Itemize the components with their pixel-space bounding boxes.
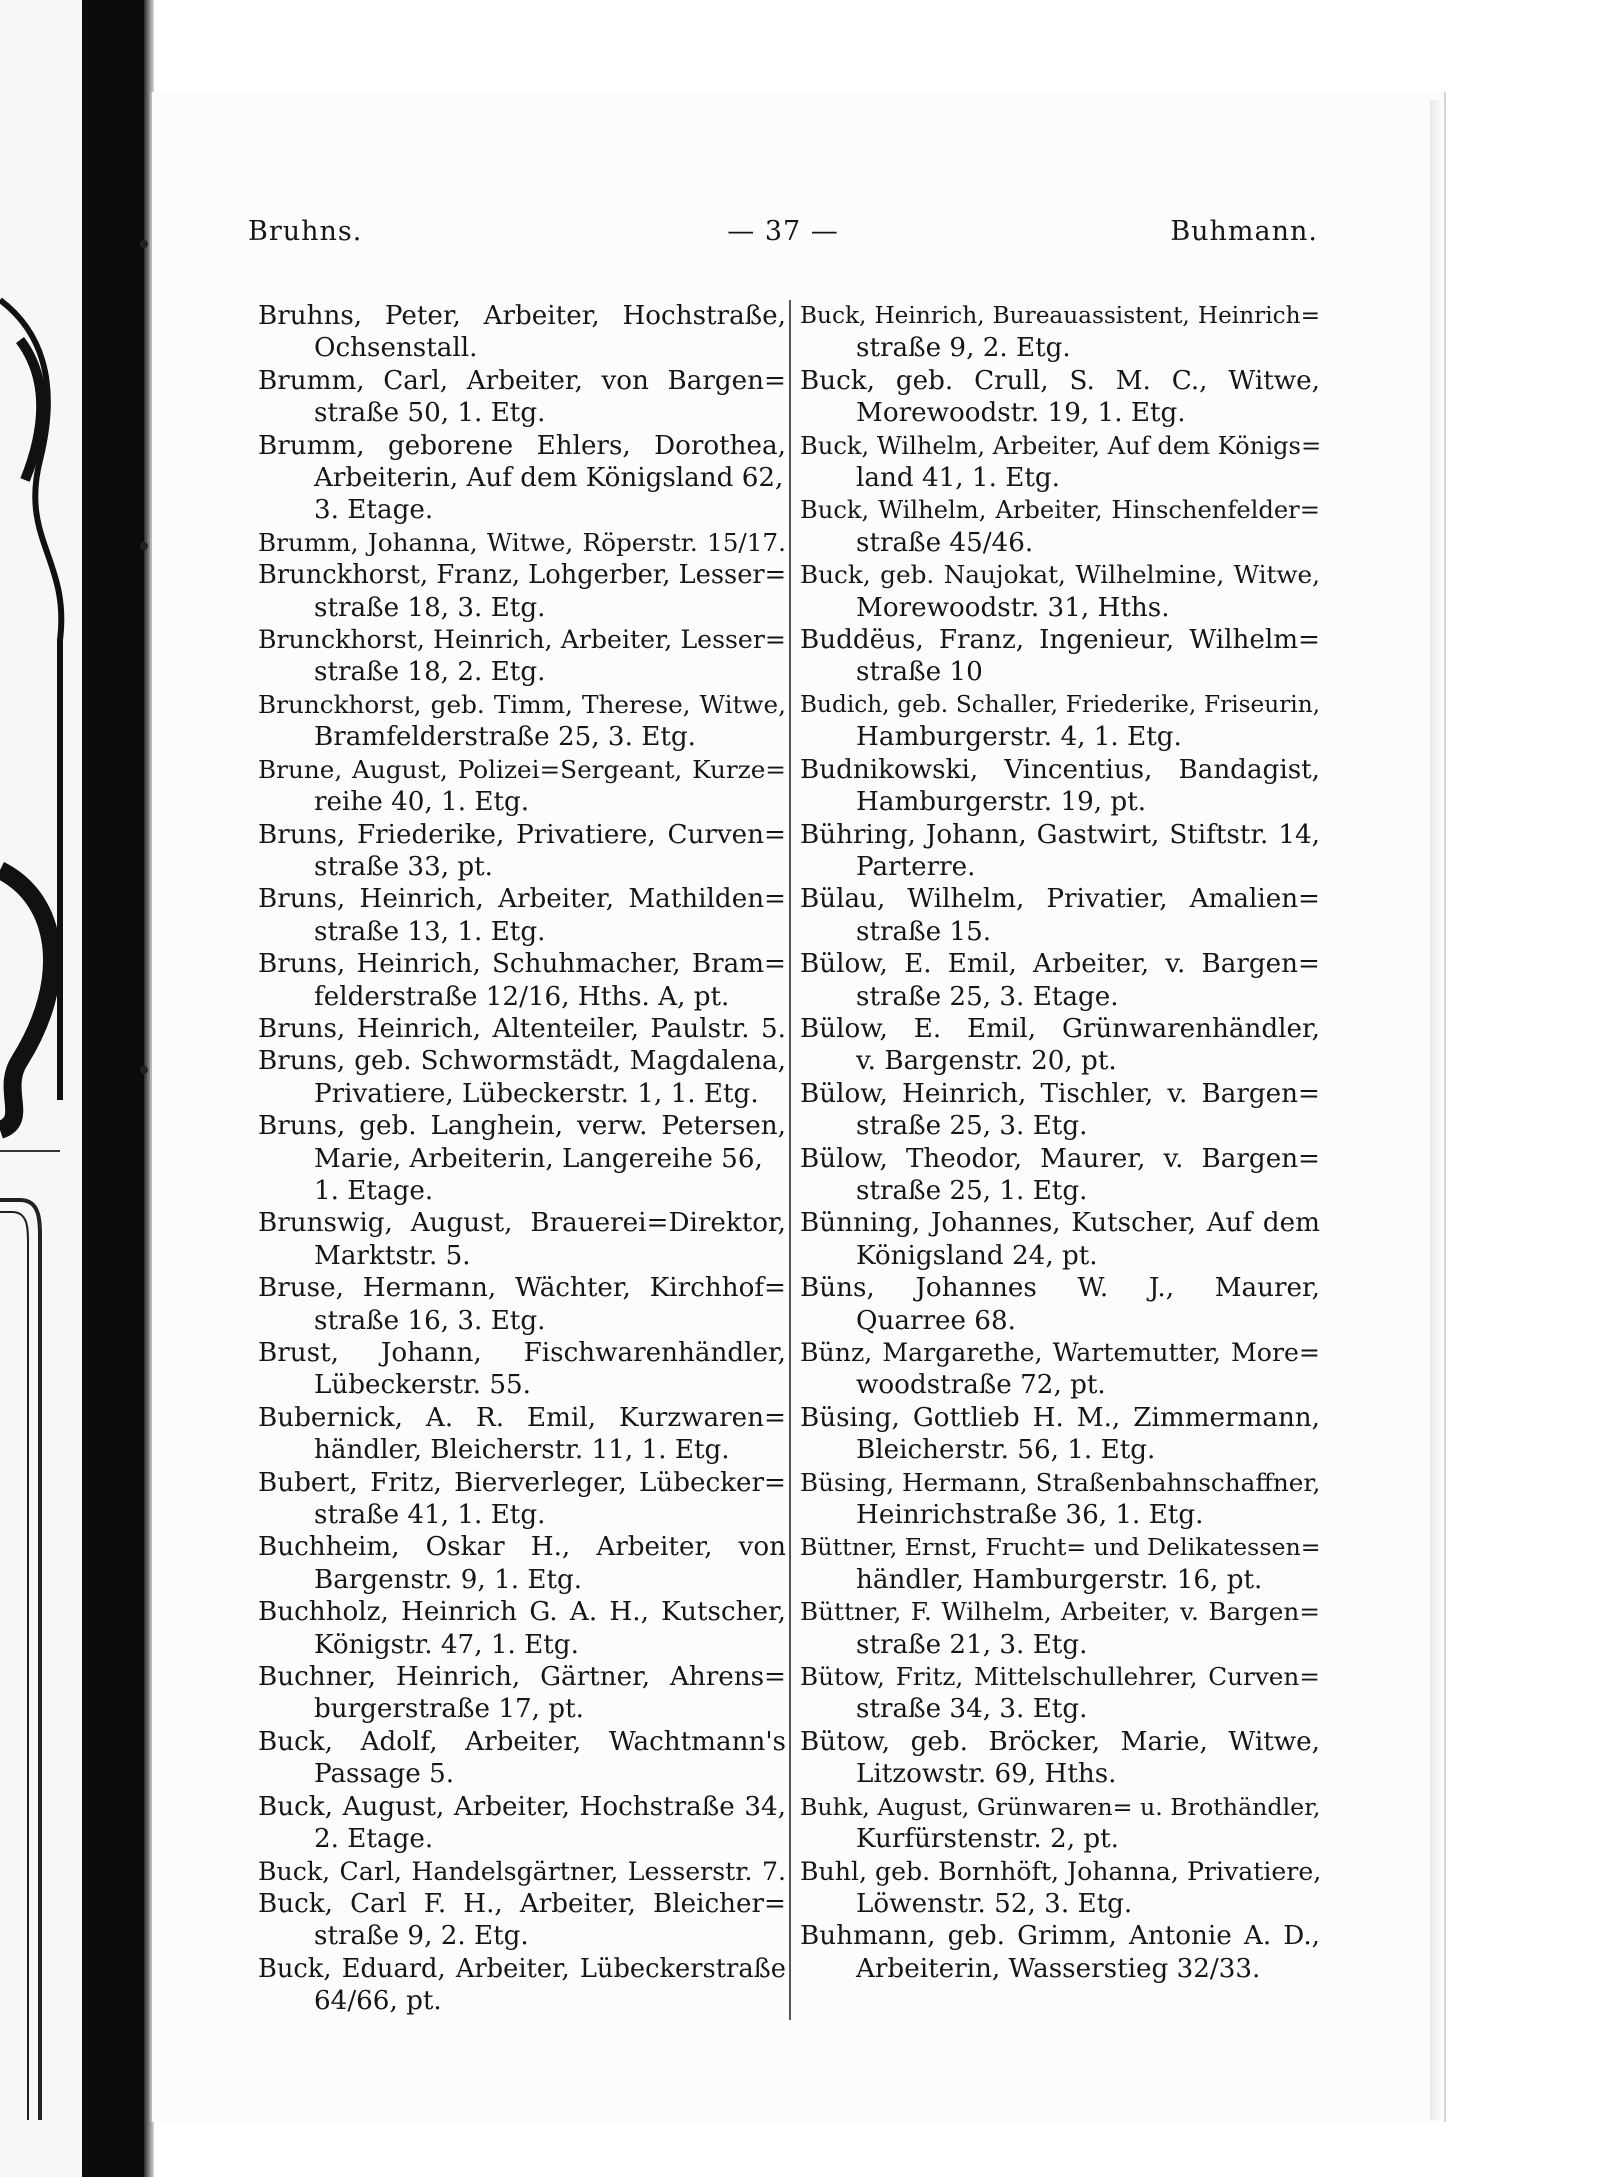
entry-first-line: Bülau, Wilhelm, Privatier, Amalien= — [800, 884, 1320, 915]
entry-first-line: Buchheim, Oskar H., Arbeiter, von — [258, 1532, 786, 1563]
margin-tick — [140, 240, 148, 248]
entry-continuation-line: straße 25, 3. Etg. — [856, 1111, 1088, 1142]
entry-first-line: Buck, Eduard, Arbeiter, Lübeckerstraße — [258, 1953, 786, 1984]
entry-continuation-line: Königstr. 47, 1. Etg. — [314, 1629, 579, 1660]
entry-first-line: Budnikowski, Vincentius, Bandagist, — [800, 754, 1320, 785]
directory-entry — [258, 883, 786, 948]
directory-entry — [800, 624, 1320, 689]
directory-entry — [258, 819, 786, 884]
directory-entry — [800, 1272, 1320, 1337]
entry-continuation-line: Arbeiterin, Auf dem Königsland 62, — [314, 463, 784, 494]
entry-continuation-line: Marktstr. 5. — [314, 1240, 471, 1271]
directory-entry — [800, 1791, 1320, 1856]
entry-first-line: Buhl, geb. Bornhöft, Johanna, Privatiere, — [800, 1856, 1322, 1886]
entry-continuation-line: 64/66, pt. — [314, 1986, 442, 2017]
entry-first-line: Brumm, geborene Ehlers, Dorothea, — [258, 430, 786, 461]
directory-entry — [258, 1013, 786, 1045]
directory-entry — [258, 1531, 786, 1596]
entry-continuation-line: Heinrichstraße 36, 1. Etg. — [856, 1500, 1204, 1531]
entry-continuation-line: Lübeckerstr. 55. — [314, 1370, 531, 1401]
entry-continuation-line: 2. Etage. — [314, 1824, 434, 1855]
entry-first-line: Bruns, Friederike, Privatiere, Curven= — [258, 819, 786, 850]
directory-entry — [258, 527, 786, 559]
page-edge — [1430, 100, 1444, 2120]
entry-first-line: Bubert, Fritz, Bierverleger, Lübecker= — [258, 1467, 786, 1498]
margin-tick — [140, 1066, 148, 1074]
entry-continuation-line: Arbeiterin, Wasserstieg 32/33. — [856, 1953, 1261, 1984]
directory-entry — [800, 689, 1320, 754]
directory-entry — [800, 1726, 1320, 1791]
entry-first-line: Buck, geb. Crull, S. M. C., Witwe, — [800, 365, 1320, 396]
entry-first-line: Buchholz, Heinrich G. A. H., Kutscher, — [258, 1597, 786, 1628]
entry-first-line: Brust, Johann, Fischwarenhändler, — [258, 1338, 786, 1368]
entry-continuation-line: woodstraße 72, pt. — [856, 1370, 1106, 1401]
directory-entry — [258, 1856, 786, 1888]
directory-entry — [258, 1402, 786, 1467]
binding-gutter — [82, 0, 152, 2177]
entry-continuation-line: v. Bargenstr. 20, pt. — [856, 1046, 1117, 1077]
entry-continuation-line: straße 41, 1. Etg. — [314, 1500, 546, 1531]
directory-entry — [800, 754, 1320, 819]
directory-entry — [800, 1661, 1320, 1726]
entry-first-line: Bülow, Theodor, Maurer, v. Bargen= — [800, 1143, 1320, 1174]
entry-first-line: Brunckhorst, Franz, Lohgerber, Lesser= — [258, 560, 787, 591]
entry-continuation-line: Königsland 24, pt. — [856, 1240, 1098, 1271]
entry-first-line: Bruns, Heinrich, Altenteiler, Paulstr. 5. — [258, 1013, 786, 1044]
entry-first-line: Bünz, Margarethe, Wartemutter, More= — [800, 1338, 1320, 1367]
directory-entry — [258, 1045, 786, 1110]
entry-continuation-line: straße 18, 3. Etg. — [314, 592, 546, 623]
directory-entry — [258, 1888, 786, 1953]
directory-entry — [800, 1596, 1320, 1661]
directory-entry — [258, 430, 786, 527]
entry-continuation-line: straße 9, 2. Etg. — [314, 1921, 529, 1952]
entry-first-line: Buck, Wilhelm, Arbeiter, Auf dem Königs= — [800, 431, 1322, 460]
entry-continuation-line: straße 21, 3. Etg. — [856, 1629, 1088, 1660]
entry-continuation-line: straße 25, 1. Etg. — [856, 1175, 1088, 1206]
entry-continuation-line: Ochsenstall. — [314, 333, 478, 364]
directory-entry — [800, 819, 1320, 884]
entry-continuation-line: straße 25, 3. Etage. — [856, 981, 1119, 1012]
directory-entry — [800, 365, 1320, 430]
entry-continuation-line: 3. Etage. — [314, 495, 434, 526]
entry-first-line: Bülow, Heinrich, Tischler, v. Bargen= — [800, 1078, 1320, 1109]
entry-continuation-line: Bleicherstr. 56, 1. Etg. — [856, 1435, 1156, 1466]
directory-entry — [258, 559, 786, 624]
entry-continuation-line: 1. Etage. — [314, 1175, 434, 1206]
entry-first-line: Buchner, Heinrich, Gärtner, Ahrens= — [258, 1662, 786, 1693]
entry-continuation-line: händler, Hamburgerstr. 16, pt. — [856, 1564, 1263, 1595]
entry-first-line: Brunckhorst, geb. Timm, Therese, Witwe, — [258, 689, 786, 719]
directory-column-right — [800, 300, 1320, 1985]
directory-entry — [800, 559, 1320, 624]
directory-entry — [258, 1596, 786, 1661]
entry-continuation-line: händler, Bleicherstr. 11, 1. Etg. — [314, 1435, 730, 1466]
page-number: — 37 — — [727, 216, 839, 247]
entry-continuation-line: Quarree 68. — [856, 1305, 1016, 1336]
directory-entry — [800, 1856, 1320, 1921]
entry-first-line: Buck, Adolf, Arbeiter, Wachtmann's — [258, 1726, 786, 1757]
entry-first-line: Bruns, Heinrich, Schuhmacher, Bram= — [258, 949, 786, 980]
entry-first-line: Bruns, Heinrich, Arbeiter, Mathilden= — [258, 884, 786, 915]
entry-continuation-line: straße 16, 3. Etg. — [314, 1305, 546, 1336]
entry-continuation-line: straße 33, pt. — [314, 851, 493, 882]
directory-entry — [258, 1791, 786, 1856]
entry-continuation-line: Morewoodstr. 19, 1. Etg. — [856, 398, 1186, 429]
directory-entry — [800, 1207, 1320, 1272]
entry-first-line: Büttner, F. Wilhelm, Arbeiter, v. Bargen= — [800, 1597, 1320, 1627]
directory-entry — [800, 1467, 1320, 1532]
entry-first-line: Buddëus, Franz, Ingenieur, Wilhelm= — [800, 625, 1320, 656]
entry-continuation-line: straße 10 — [856, 657, 983, 688]
entry-continuation-line: Kurfürstenstr. 2, pt. — [856, 1824, 1119, 1855]
margin-rule — [0, 1150, 60, 1152]
entry-continuation-line: straße 9, 2. Etg. — [856, 333, 1071, 364]
directory-entry — [258, 948, 786, 1013]
entry-first-line: Büsing, Hermann, Straßenbahnschaffner, — [800, 1467, 1321, 1497]
entry-first-line: Buck, Carl, Handelsgärtner, Lesserstr. 7. — [258, 1856, 786, 1886]
running-head-right: Buhmann. — [1170, 216, 1318, 247]
page-header — [248, 216, 1318, 256]
directory-entry — [800, 948, 1320, 1013]
entry-first-line: Budich, geb. Schaller, Friederike, Friseurin, — [800, 690, 1320, 718]
entry-first-line: Büttner, Ernst, Frucht= und Delikatessen= — [800, 1533, 1321, 1562]
entry-continuation-line: Hamburgerstr. 4, 1. Etg. — [856, 722, 1182, 753]
entry-first-line: Brumm, Johanna, Witwe, Röperstr. 15/17. — [258, 527, 786, 557]
entry-first-line: Bruns, geb. Schwormstädt, Magdalena, — [258, 1046, 786, 1077]
entry-continuation-line: Bargenstr. 9, 1. Etg. — [314, 1564, 583, 1595]
entry-first-line: Bülow, E. Emil, Grünwarenhändler, — [800, 1013, 1320, 1044]
directory-entry — [258, 365, 786, 430]
entry-continuation-line: Marie, Arbeiterin, Langereihe 56, — [314, 1143, 763, 1174]
entry-first-line: Buck, August, Arbeiter, Hochstraße 34, — [258, 1791, 786, 1822]
entry-continuation-line: straße 13, 1. Etg. — [314, 916, 546, 947]
directory-entry — [800, 1078, 1320, 1143]
entry-continuation-line: straße 45/46. — [856, 527, 1034, 558]
entry-continuation-line: straße 18, 2. Etg. — [314, 657, 546, 688]
directory-entry — [258, 1953, 786, 2018]
entry-first-line: Brumm, Carl, Arbeiter, von Bargen= — [258, 365, 786, 396]
entry-continuation-line: straße 34, 3. Etg. — [856, 1694, 1088, 1725]
directory-entry — [258, 689, 786, 754]
entry-continuation-line: Litzowstr. 69, Hths. — [856, 1759, 1117, 1790]
entry-first-line: Bühring, Johann, Gastwirt, Stiftstr. 14, — [800, 819, 1320, 850]
directory-entry — [258, 624, 786, 689]
entry-first-line: Büsing, Gottlieb H. M., Zimmermann, — [800, 1402, 1320, 1433]
directory-entry — [258, 300, 786, 365]
directory-entry — [800, 1531, 1320, 1596]
entry-first-line: Brunckhorst, Heinrich, Arbeiter, Lesser= — [258, 625, 786, 655]
entry-first-line: Brune, August, Polizei=Sergeant, Kurze= — [258, 754, 786, 784]
directory-entry — [258, 1337, 786, 1402]
entry-continuation-line: burgerstraße 17, pt. — [314, 1694, 584, 1725]
margin-tick — [140, 542, 148, 550]
entry-first-line: Bubernick, A. R. Emil, Kurzwaren= — [258, 1402, 786, 1433]
directory-entry — [800, 300, 1320, 365]
column-divider — [789, 300, 791, 2020]
entry-first-line: Buck, Wilhelm, Arbeiter, Hinschenfelder= — [800, 496, 1320, 525]
entry-continuation-line: straße 15. — [856, 916, 992, 947]
entry-continuation-line: Privatiere, Lübeckerstr. 1, 1. Etg. — [314, 1078, 759, 1109]
entry-continuation-line: Hamburgerstr. 19, pt. — [856, 787, 1147, 818]
directory-entry — [258, 1726, 786, 1791]
entry-first-line: Bruse, Hermann, Wächter, Kirchhof= — [258, 1273, 786, 1304]
entry-continuation-line: felderstraße 12/16, Hths. A, pt. — [314, 981, 730, 1012]
entry-first-line: Buck, Heinrich, Bureauassistent, Heinrich= — [800, 302, 1320, 329]
running-head-left: Bruhns. — [248, 216, 363, 247]
entry-continuation-line: Parterre. — [856, 851, 976, 882]
entry-first-line: Büns, Johannes W. J., Maurer, — [800, 1273, 1320, 1304]
entry-continuation-line: land 41, 1. Etg. — [856, 463, 1060, 494]
entry-continuation-line: Bramfelderstraße 25, 3. Etg. — [314, 722, 696, 753]
entry-first-line: Bünning, Johannes, Kutscher, Auf dem — [800, 1208, 1320, 1239]
entry-continuation-line: Löwenstr. 52, 3. Etg. — [856, 1888, 1133, 1919]
entry-continuation-line: reihe 40, 1. Etg. — [314, 787, 530, 818]
directory-entry — [800, 883, 1320, 948]
entry-first-line: Buhk, August, Grünwaren= u. Brothändler, — [800, 1792, 1321, 1821]
entry-continuation-line: Passage 5. — [314, 1759, 455, 1790]
directory-entry — [258, 754, 786, 819]
entry-continuation-line: straße 50, 1. Etg. — [314, 398, 546, 429]
directory-entry — [258, 1467, 786, 1532]
directory-entry — [800, 430, 1320, 495]
directory-entry — [258, 1110, 786, 1207]
directory-entry — [258, 1272, 786, 1337]
directory-entry — [800, 1920, 1320, 1985]
directory-entry — [800, 1143, 1320, 1208]
directory-entry — [800, 494, 1320, 559]
entry-first-line: Bütow, geb. Bröcker, Marie, Witwe, — [800, 1726, 1320, 1757]
directory-entry — [258, 1207, 786, 1272]
entry-first-line: Bütow, Fritz, Mittelschullehrer, Curven= — [800, 1662, 1320, 1692]
directory-column-left — [258, 300, 786, 2018]
entry-first-line: Bülow, E. Emil, Arbeiter, v. Bargen= — [800, 949, 1320, 980]
directory-entry — [800, 1013, 1320, 1078]
entry-first-line: Bruns, geb. Langhein, verw. Petersen, — [258, 1111, 786, 1142]
entry-first-line: Bruhns, Peter, Arbeiter, Hochstraße, — [258, 301, 786, 331]
directory-entry — [258, 1661, 786, 1726]
entry-continuation-line: Morewoodstr. 31, Hths. — [856, 592, 1170, 623]
entry-first-line: Buck, Carl F. H., Arbeiter, Bleicher= — [258, 1888, 786, 1919]
entry-first-line: Buhmann, geb. Grimm, Antonie A. D., — [800, 1921, 1320, 1952]
entry-first-line: Buck, geb. Naujokat, Wilhelmine, Witwe, — [800, 560, 1320, 590]
entry-first-line: Brunswig, August, Brauerei=Direktor, — [258, 1208, 786, 1239]
directory-entry — [800, 1337, 1320, 1402]
directory-entry — [800, 1402, 1320, 1467]
